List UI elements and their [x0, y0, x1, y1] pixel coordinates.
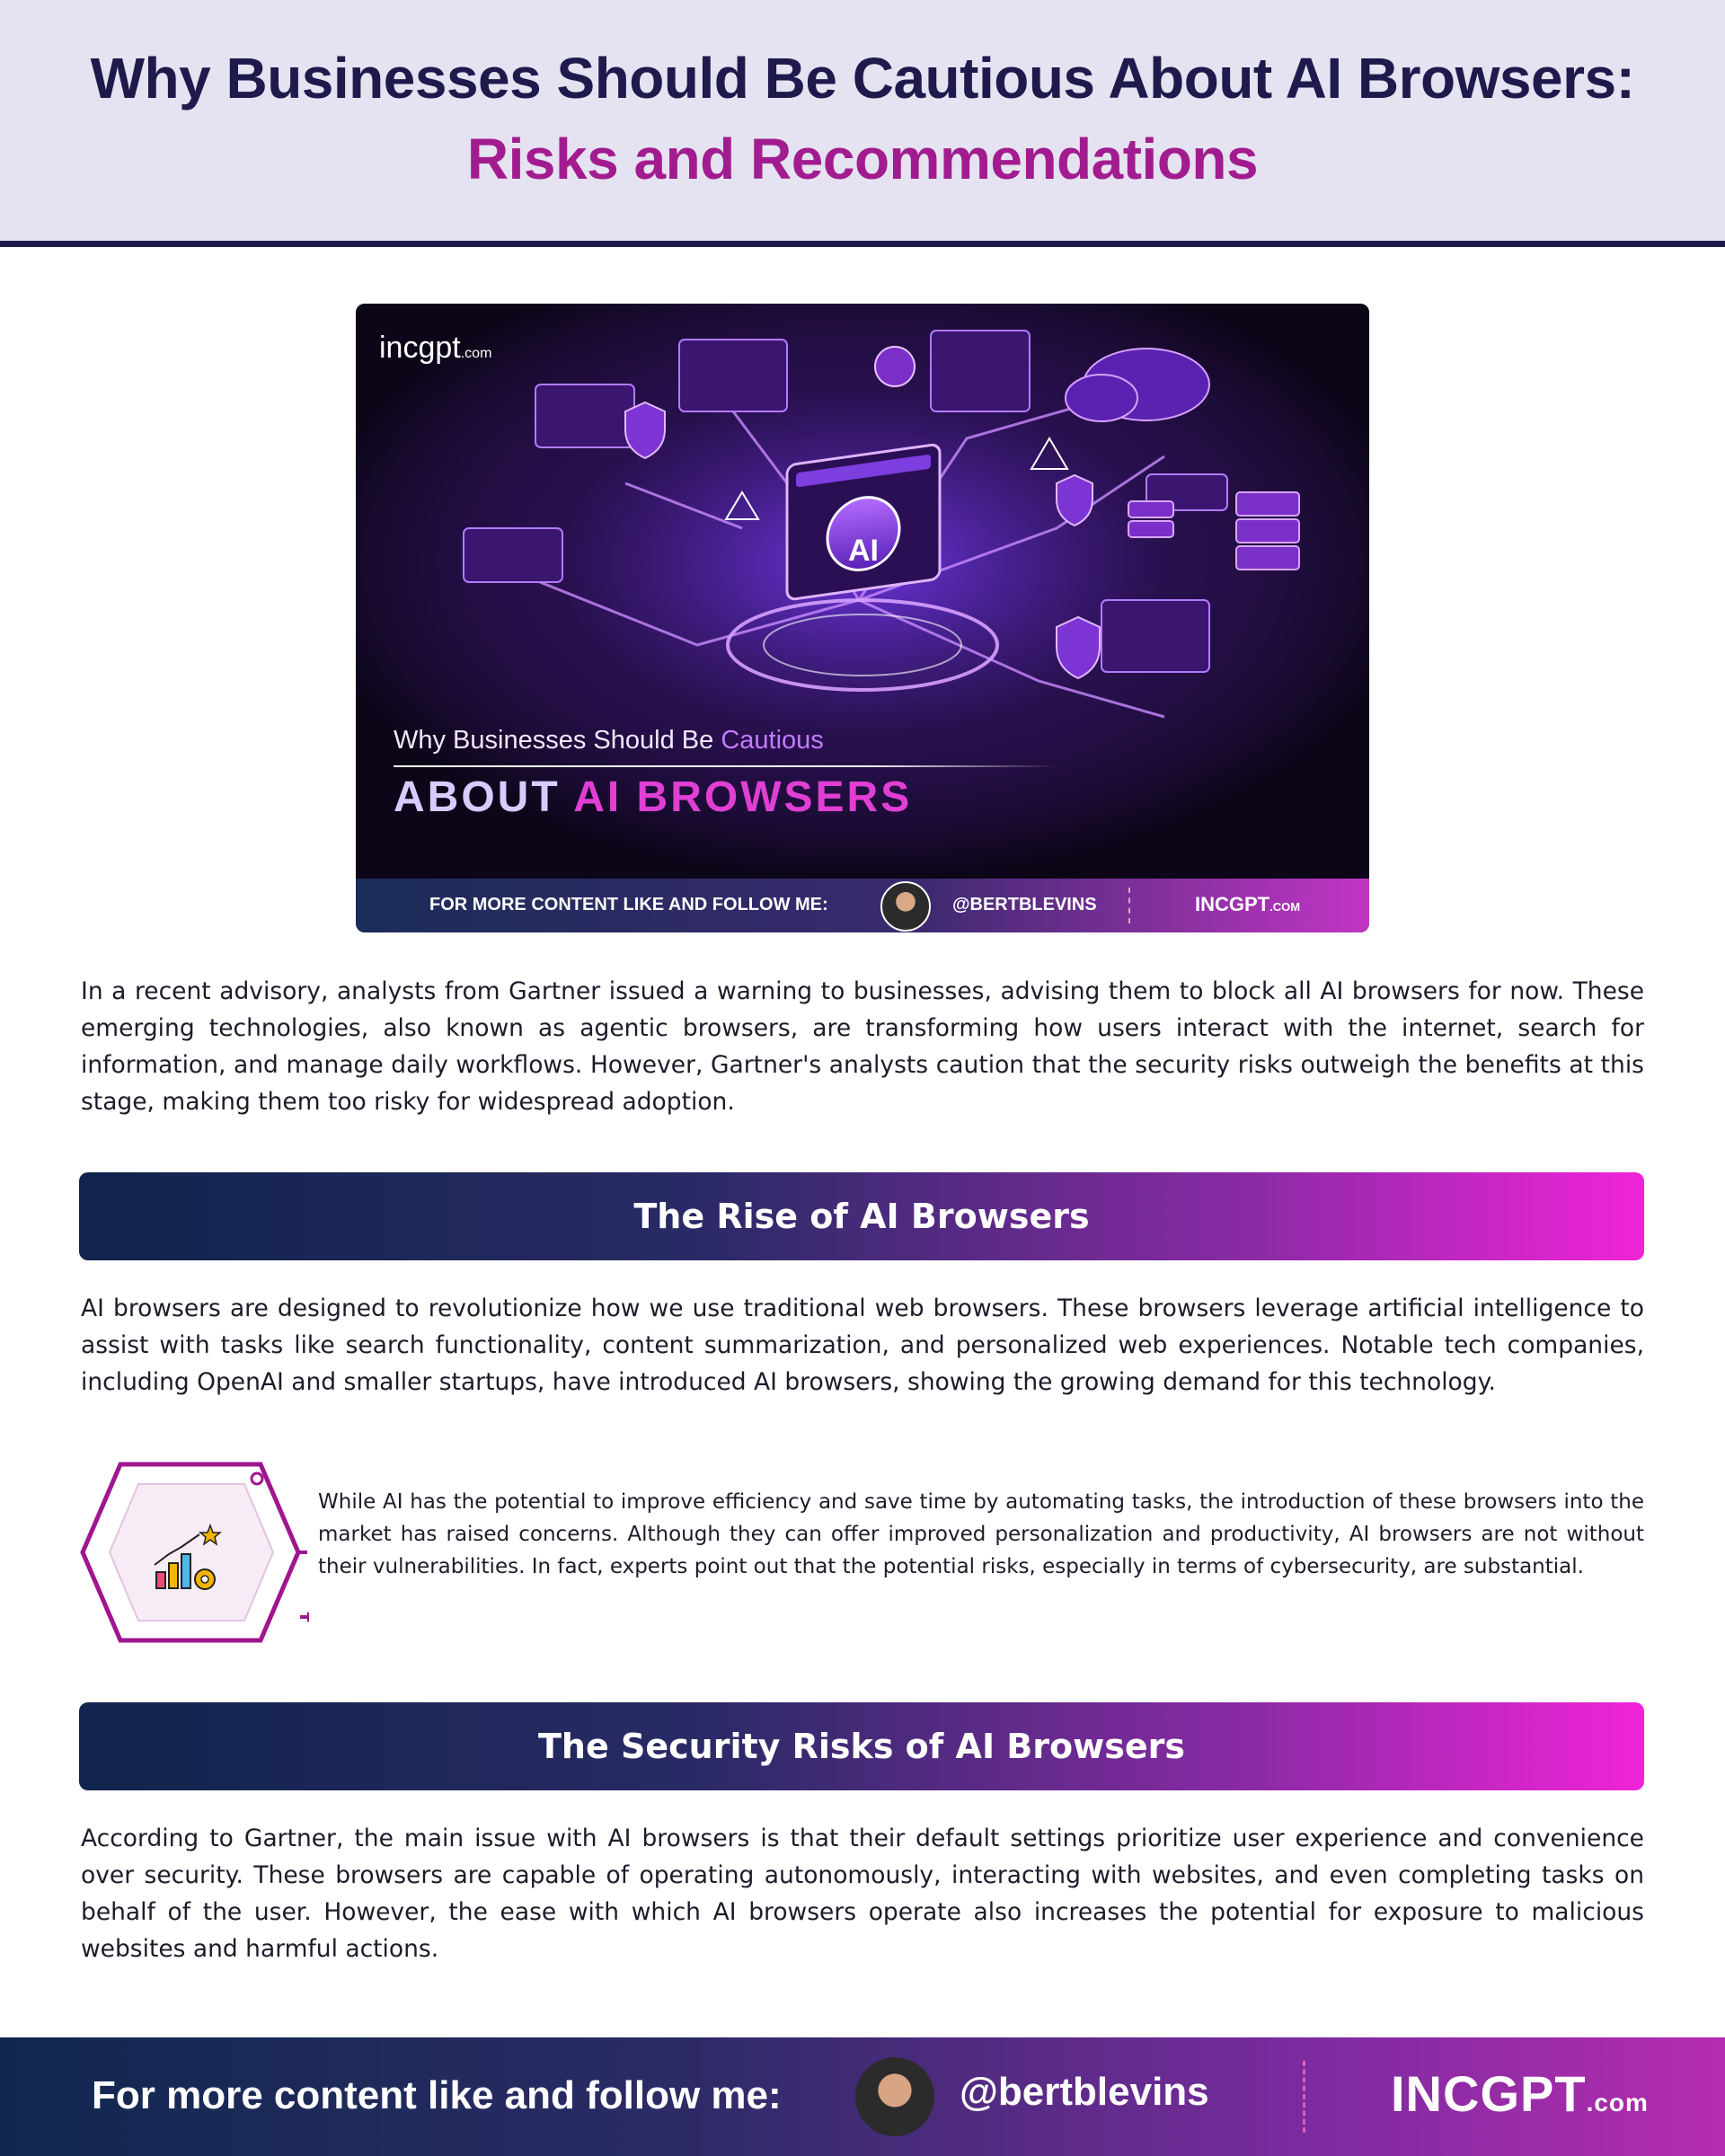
- page-header: [0, 0, 1725, 247]
- section-heading-rise: The Rise of AI Browsers: [79, 1172, 1644, 1260]
- hero-brand-logo: incgpt.com: [379, 331, 492, 365]
- intro-paragraph: In a recent advisory, analysts from Gartner issued a warning to businesses, advising them to block all AI browsers for now. These emerging technologies, also known as agentic browsers, are transforming how users interact with the internet, search for information, and manage daily workflows. However, Gartner's analysts caution that the security risks outweigh the benefits at this stage, making them too risky for widespread adoption.: [81, 977, 1644, 1116]
- rise-callout-text: While AI has the potential to improve efficiency and save time by automating tasks, the introduction of these browsers into the market has raised concerns. Although they can offer improved personalization and productivity, AI browsers are not without their vulnerabilities. In fact, experts point out that the potential risks, especially in terms of cybersecurity, are substantial.: [318, 1490, 1644, 1578]
- hero-divider: [1128, 888, 1130, 923]
- footer-site-logo[interactable]: INCGPT.com: [1391, 2065, 1649, 2122]
- footer-follow-bar: [0, 2037, 1725, 2156]
- hero-author-handle[interactable]: @BERTBLEVINS: [952, 895, 1097, 915]
- hero-follow-cta: FOR MORE CONTENT LIKE AND FOLLOW ME:: [429, 895, 828, 915]
- footer-follow-cta: For more content like and follow me:: [92, 2073, 782, 2117]
- hero-author-avatar: [880, 881, 931, 932]
- section-heading-security-risks: The Security Risks of AI Browsers: [79, 1702, 1644, 1790]
- hero-headline-rule: [394, 765, 1058, 767]
- hero-headline-line2: ABOUT AI BROWSERS: [394, 773, 913, 821]
- rise-paragraph: AI browsers are designed to revolutionize how we use traditional web browsers. These browsers leverage artificial intelligence to assist with tasks like search functionality, content summarization, and personalized web experiences. Notable tech companies, including OpenAI and smaller startups, have introduced AI browsers, showing the growing demand for this technology.: [81, 1294, 1644, 1396]
- growth-chart-icon: [75, 1461, 309, 1644]
- page-subtitle: Risks and Recommendations: [466, 127, 1259, 191]
- page-title: Why Businesses Should Be Cautious About AI Browsers:: [90, 46, 1635, 110]
- footer-author-avatar: [855, 2057, 934, 2136]
- footer-divider: [1303, 2061, 1305, 2133]
- hero-headline-line1: Why Businesses Should Be Cautious: [394, 726, 824, 755]
- hero-image: [356, 304, 1369, 932]
- ai-core-label: AI: [848, 534, 879, 568]
- hero-site-logo[interactable]: INCGPT.COM: [1195, 893, 1301, 915]
- security-risks-paragraph: According to Gartner, the main issue with AI browsers is that their default settings prioritize user experience and convenience over security. These browsers are capable of operating autonomously, interacting with websites, and even completing tasks on behalf of the user. However, the ease with which AI browsers operate also increases the potential for exposure to malicious websites and harmful actions.: [81, 1825, 1644, 1963]
- hero-follow-bar: [356, 879, 1369, 932]
- footer-author-handle[interactable]: @bertblevins: [960, 2070, 1209, 2114]
